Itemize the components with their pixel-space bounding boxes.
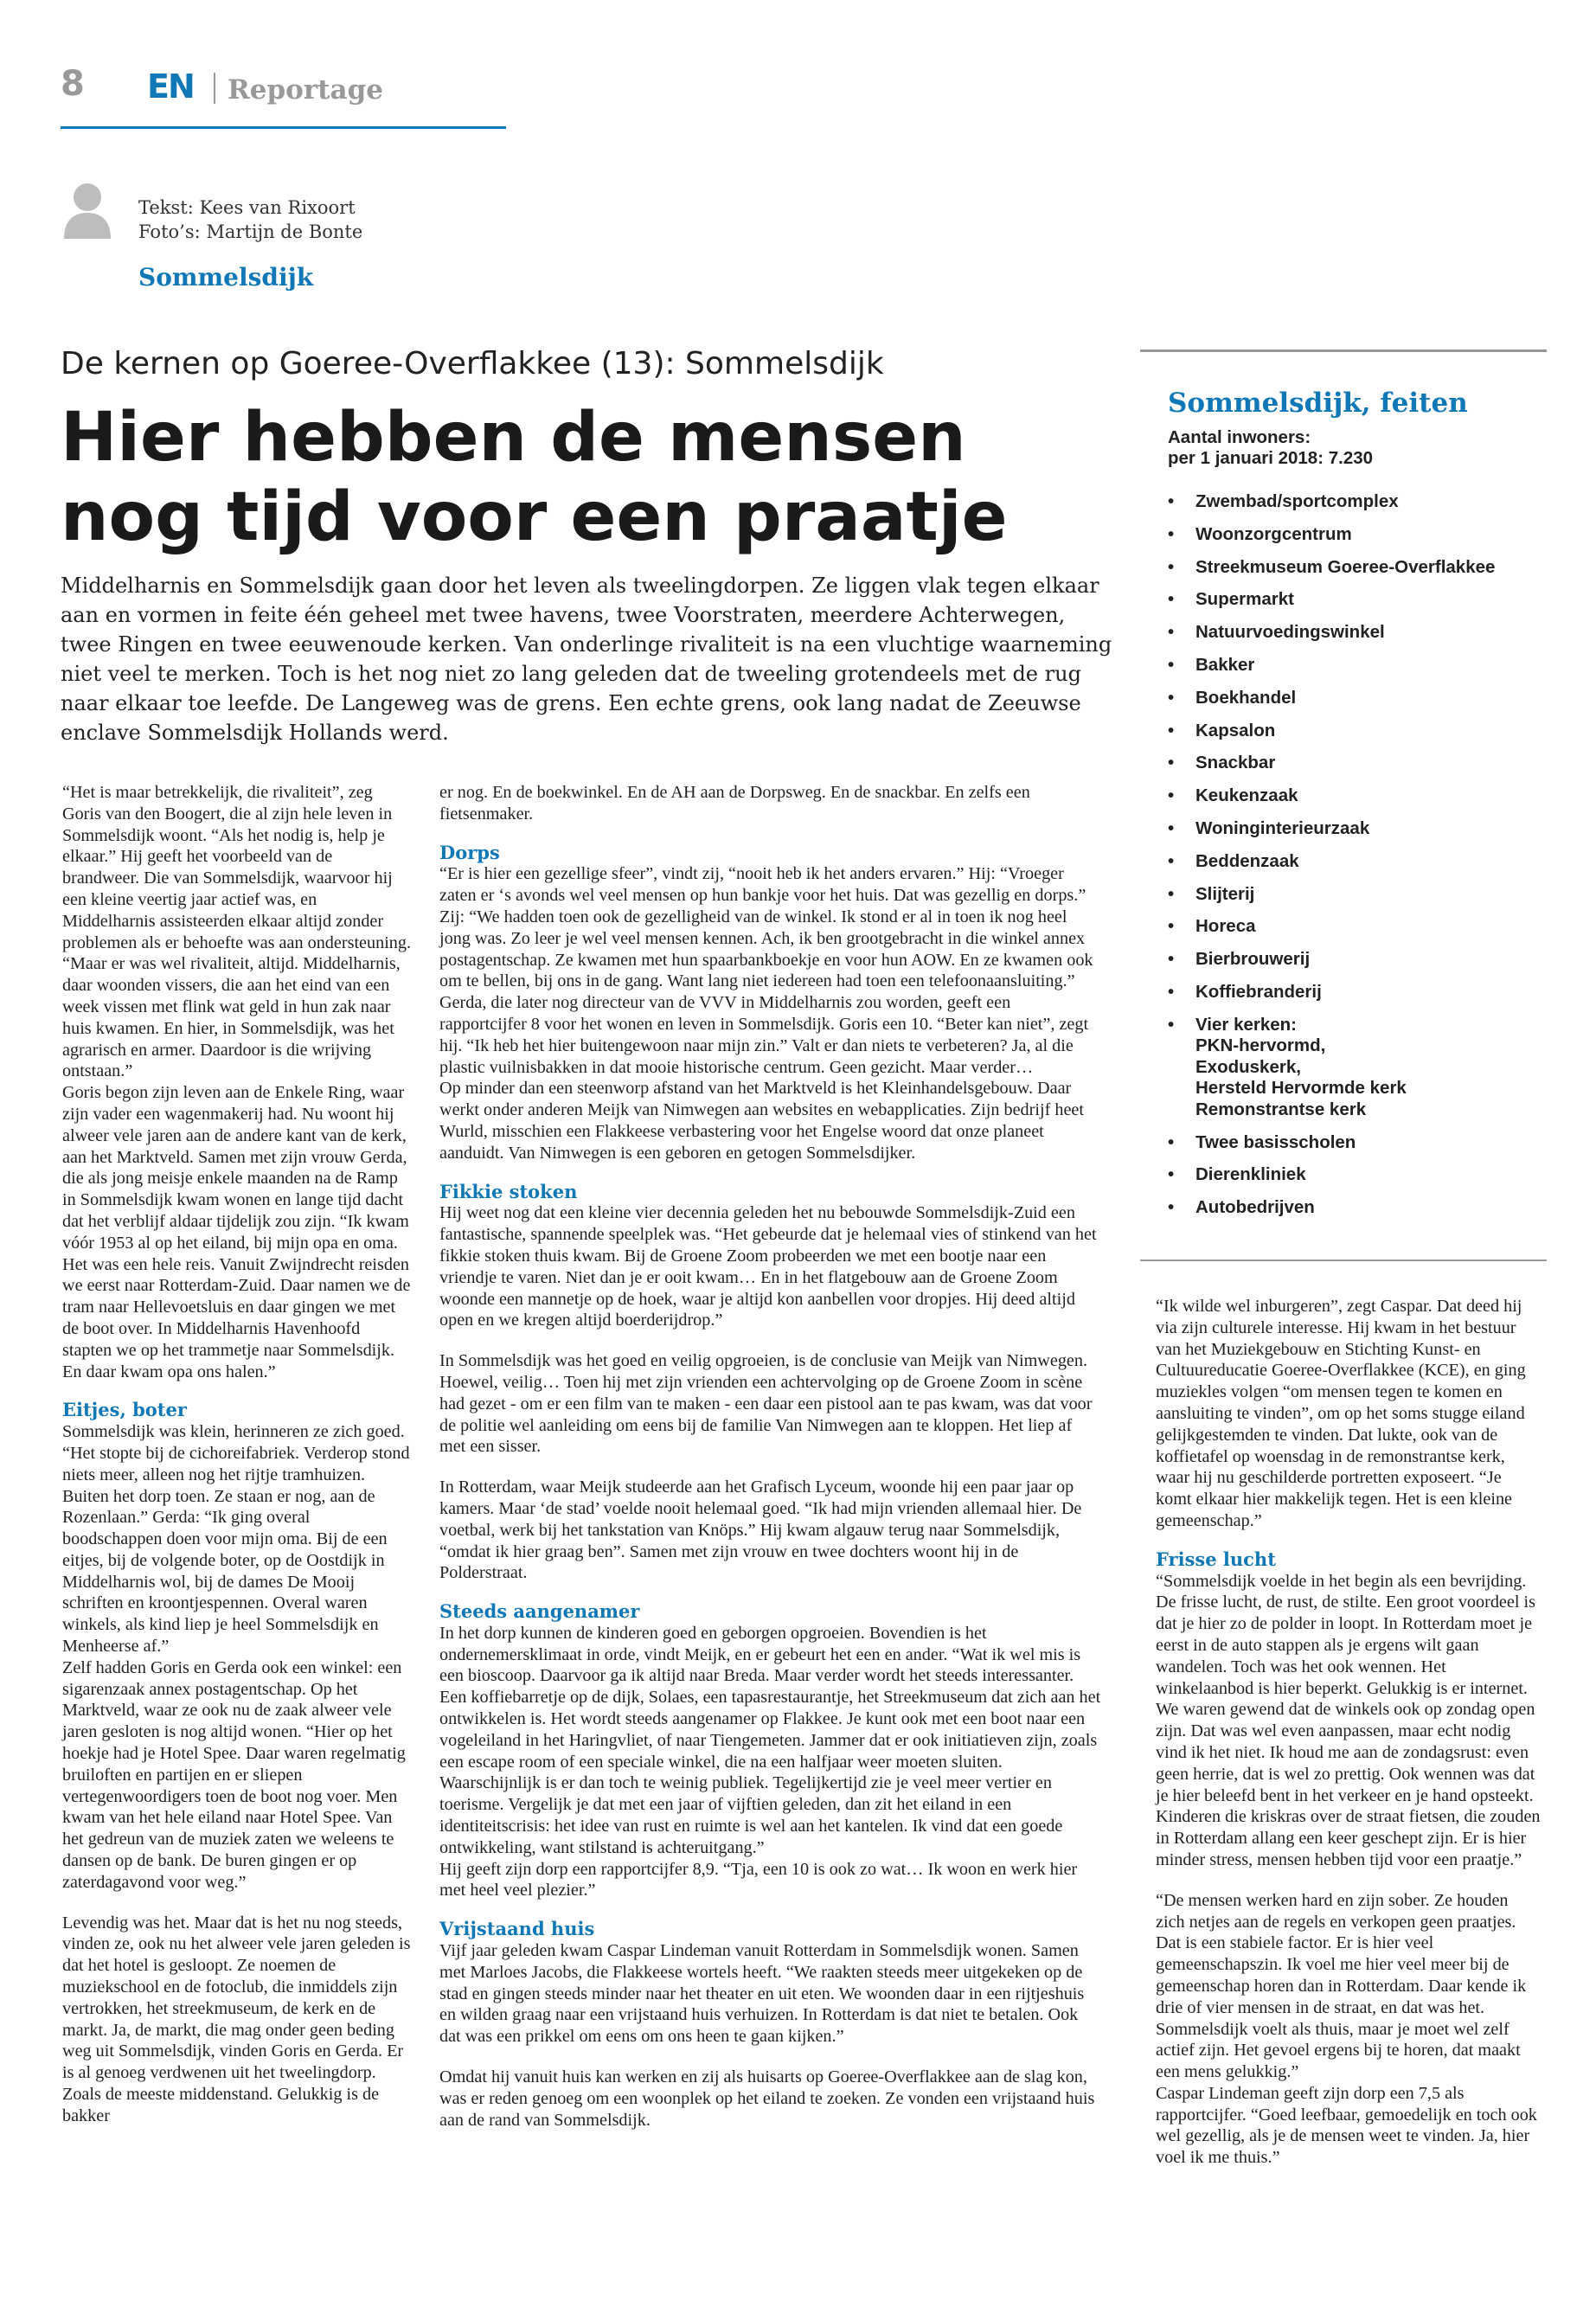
facts-population: [1168, 427, 1373, 469]
subheading: Eitjes, boter: [62, 1399, 187, 1421]
facts-title: Sommelsdijk, feiten: [1168, 388, 1468, 419]
facts-list-item: • Woninginterieurzaak: [1168, 818, 1531, 840]
facts-list-item: • Natuurvoedingswinkel: [1168, 622, 1531, 644]
facts-list-item: • Bierbrouwerij: [1168, 949, 1531, 971]
facts-list-item: • Supermarkt: [1168, 589, 1531, 611]
paragraph: In Sommelsdijk was het goed en veilig opgroeien, is de conclusie van Meijk van Nimwegen. Hoewel, veilig… Toen hij met zijn vrienden een achtervolging op de Groene Zoom in scène had gezet - om er een film van te maken - een daar een pistool aan te pas kwam, was dat voor de politie wel aanleiding om eens bij de familie Van Nimwegen aan te kloppen. Het liep af met een sisser.: [439, 1351, 1093, 1457]
text-credit: Tekst: Kees van Rixoort: [138, 197, 356, 218]
paragraph: Omdat hij vanuit huis kan werken en zij als huisarts op Goeree-Overflakkee aan de slag kon, was er reden genoeg om een woonplek op het eiland te zoeken. Ze vonden een vrijstaand huis aan de rand van Sommelsdijk.: [439, 2067, 1095, 2130]
facts-bottom-rule: [1140, 1259, 1547, 1261]
population-value: per 1 januari 2018: 7.230: [1168, 448, 1374, 468]
article-column-3: [1156, 1296, 1541, 2169]
article-headline: Hier hebben de mensen nog tijd voor een praatje: [61, 399, 1008, 556]
subheading: Frisse lucht: [1156, 1548, 1276, 1570]
article-column-2: [439, 782, 1101, 2131]
facts-list-item: • Dierenkliniek: [1168, 1164, 1531, 1186]
facts-list-item: • Horeca: [1168, 916, 1531, 938]
facts-list-item: • Twee basisscholen: [1168, 1132, 1531, 1154]
facts-top-rule: [1140, 349, 1547, 352]
facts-list-item: • Streekmuseum Goeree-Overflakkee: [1168, 557, 1531, 579]
subheading: Dorps: [439, 841, 500, 863]
population-label: Aantal inwoners:: [1168, 427, 1311, 447]
page-number: 8: [61, 64, 85, 104]
article-intro: Middelharnis en Sommelsdijk gaan door het leven als tweelingdorpen. Ze liggen vlak tegen elkaar aan en vormen in feite één geheel met twee havens, twee Voorstraten, meerdere Achterwegen, twee Ringen en twee eeuwenoude kerken. Van onderlinge rivaliteit is na een vluchtige waarneming niet veel te merken. Toch is het nog niet zo lang geleden dat de tweeling grotendeels met de rug naar elkaar toe leefde. De Langeweg was de grens. Een echte grens, ook lang nadat de Zeeuwse enclave Sommelsdijk Hollands werd.: [61, 574, 1112, 745]
paragraph: In Rotterdam, waar Meijk studeerde aan het Grafisch Lyceum, woonde hij een paar jaar op kamers. Maar ‘de stad’ voelde nooit helemaal goed. “Ik had mijn vrienden allemaal hier. De voetbal, werk bij het tankstation van Knöps.” Hij kwam algauw terug naar Sommelsdijk, “omdat ik hier graag ben”. Samen met zijn vrouw en twee dochters woont hij in de Polderstraat.: [439, 1477, 1082, 1583]
paragraph: “De mensen werken hard en zijn sober. Ze houden zich netjes aan de regels en verkopen geen praatjes. Dat is een stabiele factor. Er is hier veel gemeenschapszin. Ik voel me hier veel meer bij de gemeenschap horen dan in Rotterdam. Daar kende ik drie of vier mensen in de straat, en dat was het. Sommelsdijk voelt als thuis, maar je moet wel zelf actief zijn. Het gevoel ergens bij te horen, dat maakt een mens gelukkig.” Caspar Lindeman geeft zijn dorp een 7,5 als rapportcijfer. “Goed leefbaar, gemoedelijk en toch ook wel gezellig, als je de mensen weet te vinden. Ja, hier voel ik me thuis.”: [1156, 1890, 1537, 2168]
header-rule: [61, 126, 506, 129]
paragraph: In het dorp kunnen de kinderen goed en geborgen opgroeien. Bovendien is het ondernemersklimaat in orde, vindt Meijk, en er gebeurt het een en ander. “Wat ik wel mis is een bioscoop. Daarvoor ga ik altijd naar Breda. Maar verder wordt het steeds interessanter. Een koffiebarretje op de dijk, Solaes, een tapasrestaurantje, het Streekmuseum dat zich aan het ontwikkelen is. Het wordt steeds aangenamer op Flakkee. Je kunt ook met een boot naar een vogeleiland in het Haringvliet, of naar Tiengemeten. Jammer dat er ook initiatieven zijn, zoals een escape room of een speciale winkel, die na een halfjaar weer moeten sluiten. Waarschijnlijk is er dan toch te weinig publiek. Tegelijkertijd zie je veel meer vertier en toerisme. Vergelijk je dat met een jaar of vijftien geleden, dan zit het eiland in een identiteitscrisis: het idee van rust en ruimte is wel aan het kantelen. Ik vind dat een goede ontwikkeling, want stilstand is achteruitgang.” Hij geeft zijn dorp een rapportcijfer 8,9. “Tja, een 10 is ook zo wat… Ik woon en werk hier met heel veel plezier.”: [439, 1623, 1101, 1900]
subheading: Fikkie stoken: [439, 1180, 578, 1202]
paragraph: “Ik wilde wel inburgeren”, zegt Caspar. Dat deed hij via zijn culturele interesse. Hij kwam in het bestuur van het Muziekgebouw en Stichting Kunst- en Cultuureducatie Goeree-Overflakkee (KCE), en ging muziekles volgen “om mensen tegen te komen en aansluiting te vinden”, om op het soms stugge eiland gelijkgestemden te vinden. Dat lukte, ook van de koffietafel op woensdag in de remonstrantse kerk, waar hij nu geschilderde portretten exposeert. “Je komt elkaar hier makkelijk tegen. Het is een kleine gemeenschap.”: [1156, 1297, 1526, 1530]
paragraph: er nog. En de boekwinkel. En de AH aan de Dorpsweg. En de snackbar. En zelfs een fietsenmaker.: [439, 783, 1030, 824]
section-label: Reportage: [228, 74, 383, 106]
header-separator: [214, 73, 215, 104]
facts-list-item: • Snackbar: [1168, 753, 1531, 774]
paragraph: Vijf jaar geleden kwam Caspar Lindeman vanuit Rotterdam in Sommelsdijk wonen. Samen met Marloes Jacobs, die Flakkeese wortels heeft. “We raakten steeds meer uitgekeken op de stad en gingen steeds minder naar het theater en uit eten. We woonden daar in een rijtjeshuis en wilden graag naar een vrijstaand huis verhuizen. In Rotterdam is dat niet te betalen. Ook dat was een prikkel om eens om ons heen te gaan kijken.”: [439, 1941, 1085, 2047]
facts-list-item: • Autobedrijven: [1168, 1197, 1531, 1219]
paragraph: Levendig was het. Maar dat is het nu nog steeds, vinden ze, ook nu het alweer vele jaren geleden is dat het hotel is gesloopt. Ze noemen de muziekschool en de fotoclub, die inmiddels zijn vertrokken, het streekmuseum, de kerk en de markt. Ja, de markt, die mag onder geen beding weg uit Sommelsdijk, vinden Goris en Gerda. Er is al genoeg verdwenen uit het tweelingdorp. Zoals de meeste middenstand. Gelukkig is de bakker: [62, 1913, 411, 2125]
facts-list-item: • Keukenzaak: [1168, 785, 1531, 807]
author-avatar-icon: [62, 182, 112, 239]
facts-list-item: • Zwembad/sportcomplex: [1168, 491, 1531, 513]
facts-list-item: • Koffiebranderij: [1168, 982, 1531, 1003]
facts-list-item: • Slijterij: [1168, 884, 1531, 906]
article-kicker: De kernen op Goeree-Overflakkee (13): Sommelsdijk: [61, 346, 884, 381]
photo-credit: Foto’s: Martijn de Bonte: [138, 221, 363, 242]
facts-list-item: • Woonzorgcentrum: [1168, 524, 1531, 546]
paragraph: Sommelsdijk was klein, herinneren ze zich goed. “Het stopte bij de cichoreifabriek. Verderop stond niets meer, alleen nog het rijtje tramhuizen. Buiten het dorp toen. Ze staan er nog, aan de Rozenlaan.” Gerda: “Ik ging overal boodschappen doen voor mijn oma. Bij de een eitjes, bij de volgende boter, op de Oostdijk in Middelharnis wol, bij de dames De Mooij schriften en kroontjespennen. Overal waren winkels, als kind liep je heel Sommelsdijk en Menheerse af.” Zelf hadden Goris en Gerda ook een winkel: een sigarenzaak annex postagentschap. Op het Marktveld, waar ze ook nu de zaak alweer vele jaren gesloten is nog altijd wonen. “Hier op het hoekje had je Hotel Spee. Daar waren regelmatig bruiloften en partijen en er sliepen vertegenwoordigers toen de boot nog voer. Men kwam van het hele eiland naar Hotel Spee. Van het gedreun van de muziek zaten we weleens te dansen op de bank. De buren gingen er op zaterdagavond voor weg.”: [62, 1422, 410, 1892]
paragraph: “Er is hier een gezellige sfeer”, vindt zij, “nooit heb ik het anders ervaren.” Hij: “Vroeger zaten er ‘s avonds wel veel mensen op hun bankje voor het huis. Dat was gezellig en dorps.” Zij: “We hadden toen ook de gezelligheid van de winkel. Ik stond er al in toen ik nog heel jong was. Zo leer je wel veel mensen kennen. Ach, ik ben grootgebracht in die winkel annex postagentschap. Ze kwamen met hun spaarbankboekje en voor hun AOW. En ze kwamen ook om te bellen, bij ons in de gang. Want lang niet iedereen had toen een telefoonaansluiting.” Gerda, die later nog directeur van de VVV in Middelharnis zou worden, geeft een rapportcijfer 8 voor het wonen en leven in Sommelsdijk. Goris een 10. “Beter kan niet”, zegt hij. “Ik heb het hier buitengewoon naar mijn zin.” Valt er dan niets te verbeteren? Ja, al die plastic vuilnisbakken in dat mooie historische centrum. Geen gezicht. Maar verder… Op minder dan een steenworp afstand van het Marktveld is het Kleinhandelsgebouw. Daar werkt onder anderen Meijk van Nimwegen aan websites en webapplicaties. Zijn bedrijf heet Wurld, misschien een Flakkeese verbastering voor het Engelse woord dat onze planeet aanduidt. Van Nimwegen is een geboren en getogen Sommelsdijker.: [439, 864, 1093, 1163]
facts-list-item: • Beddenzaak: [1168, 851, 1531, 873]
subheading: Vrijstaand huis: [439, 1918, 595, 1940]
article-column-1: [62, 782, 413, 2127]
facts-list-item: • Vier kerken: PKN-hervormd, Exoduskerk, Hersteld Hervormde kerk Remonstrantse kerk: [1168, 1015, 1531, 1121]
paragraph: Hij weet nog dat een kleine vier decennia geleden het nu bebouwde Sommelsdijk-Zuid een fantastische, spannende speelplek was. “Het gebeurde dat je helemaal vies of stinkend van het fikkie stoken thuis kwam. Bij de Groene Zoom probeerden we met een bootje naar een vriendje te varen. Niet dan je er ooit kwam… En in het flatgebouw aan de Groene Zoom woonde een mannetje op de hoek, waar je altijd kon aanbellen voor dropjes. Hij deed altijd open en we kregen altijd boerderijdrop.”: [439, 1203, 1097, 1330]
facts-list-item: • Boekhandel: [1168, 688, 1531, 709]
publication-logo: EN: [147, 67, 194, 106]
subheading: Steeds aangenamer: [439, 1600, 640, 1623]
facts-list: [1168, 491, 1531, 1230]
facts-list-item: • Bakker: [1168, 655, 1531, 676]
paragraph: “Het is maar betrekkelijk, die rivaliteit”, zeg Goris van den Boogert, die al zijn hele leven in Sommelsdijk woont. “Als het nodig is, help je elkaar.” Hij geeft het voorbeeld van de brandweer. Die van Sommelsdijk, waarvoor hij een kleine veertig jaar actief was, en Middelharnis assisteerden elkaar altijd zonder problemen als er behoefte was aan ondersteuning. “Maar er was wel rivaliteit, altijd. Middelharnis, daar woonden vissers, die aan het eind van een week vissen met flink wat geld in hun zak naar huis kwamen. En hier, in Sommelsdijk, was het agrarisch en armer. Daardoor is die wrijving ontstaan.” Goris begon zijn leven aan de Enkele Ring, waar zijn vader een wagenmakerij had. Nu woont hij alweer vele jaren aan de andere kant van de kerk, aan het Marktveld. Samen met zijn vrouw Gerda, die als jong meisje enkele maanden na de Ramp in Sommelsdijk kwam wonen en lange tijd dacht dat het verblijf aldaar tijdelijk zou zijn. “Ik kwam vóór 1953 al op het eiland, bij mijn opa en oma. Het was een hele reis. Vanuit Zwijndrecht reisden we eerst naar Rotterdam-Zuid. Daar namen we de tram naar Hellevoetsluis en daar gingen we met de boot over. In Middelharnis Havenhoofd stapten we op het trammetje naar Sommelsdijk. En daar kwam opa ons halen.”: [62, 783, 412, 1381]
credits: [138, 195, 362, 244]
paragraph: “Sommelsdijk voelde in het begin als een bevrijding. De frisse lucht, de rust, de stilte. Een groot voordeel is dat je hier zo de polder in loopt. In Rotterdam moet je eerst in de auto stappen als je ergens wilt gaan wandelen. Toch was het ook wennen. Het winkelaanbod is hier beperkt. Gelukkig is er internet. We waren gewend dat de winkels ook op zondag open zijn. Dat was wel even aanpassen, maar echt nodig vind ik het niet. Ik houd me aan de zondagsrust: even geen herrie, dat is wel zo prettig. Ook wennen was dat je hier beleefd bent in het verkeer en je hand opsteekt. Kinderen die kriskras over de straat fietsen, die zouden in Rotterdam allang een keer geschept zijn. Er is hier minder stress, mensen hebben tijd voor een praatje.”: [1156, 1571, 1541, 1869]
location-tag: Sommelsdijk: [138, 263, 314, 292]
facts-list-item: • Kapsalon: [1168, 721, 1531, 742]
